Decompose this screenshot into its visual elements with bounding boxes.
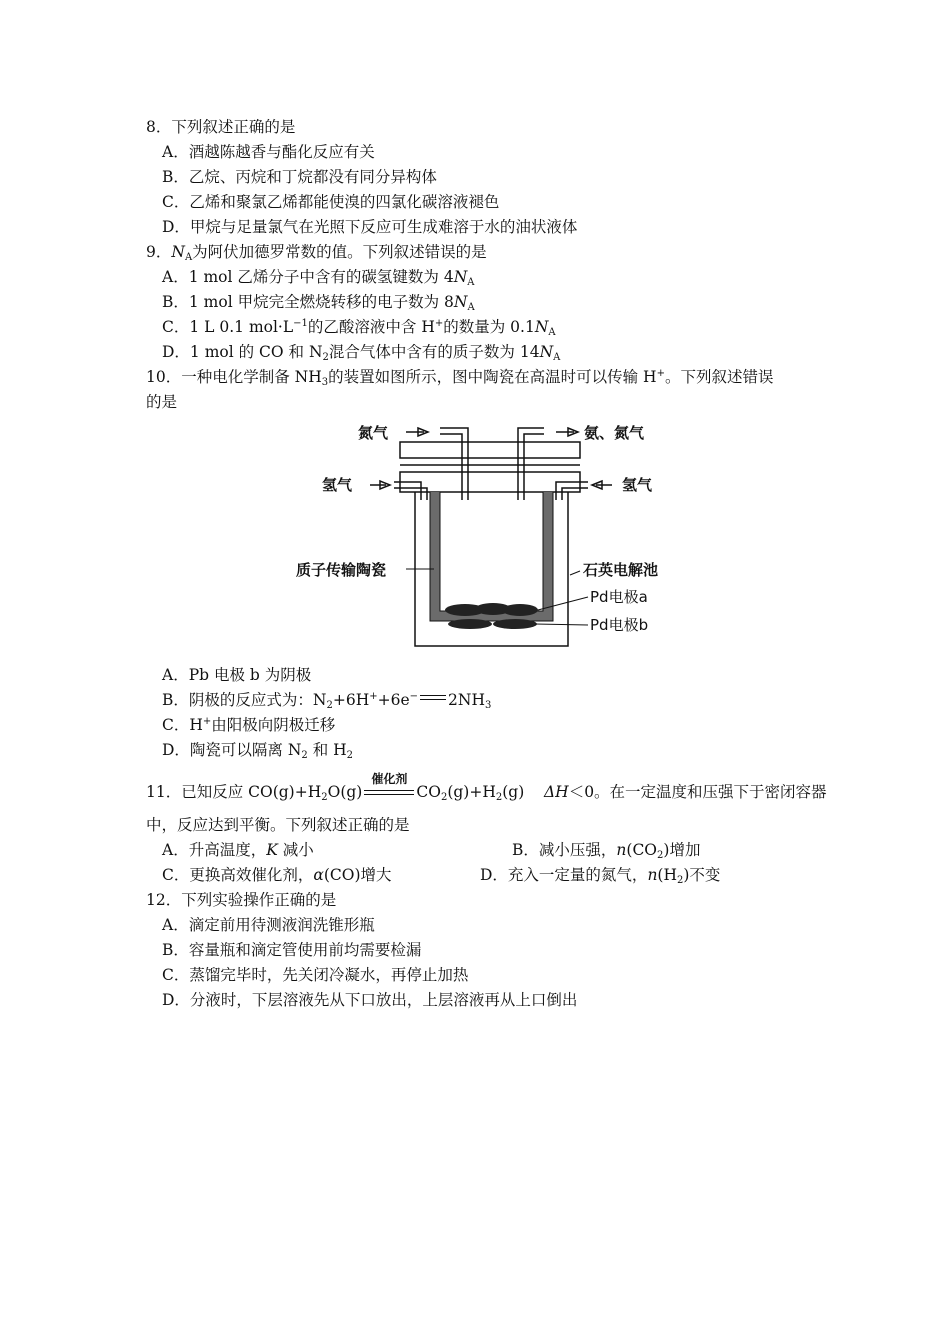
q8-option-a: A．酒越陈越香与酯化反应有关: [162, 143, 375, 161]
arrow-ammonia-out-icon: [556, 428, 578, 436]
arrow-nitrogen-out-icon: [406, 428, 428, 436]
arrow-hydrogen-in-right-icon: [592, 481, 612, 489]
q12-option-c: C．蒸馏完毕时，先关闭冷凝水，再停止加热: [162, 966, 469, 984]
q11-option-d: D．充入一定量的氮气，$n(H_2)$不变: [480, 866, 721, 886]
label-quartz-cell: 石英电解池: [583, 561, 659, 579]
q10-stem-line1: 10．一种电化学制备 $NH_3$的装置如图所示，图中陶瓷在高温时可以传输 H+。下列叙述错误: [146, 368, 774, 388]
q9-stem: 9．$N_A$为阿伏加德罗常数的值。下列叙述错误的是: [146, 243, 487, 263]
electrolysis-apparatus-diagram: [290, 420, 690, 660]
catalyst-arrow: 催化剂: [362, 782, 416, 802]
q11-option-b: B．减小压强，$n(CO_2)$增加: [512, 841, 701, 861]
label-electrode-a: Pd电极a: [590, 588, 648, 606]
q10-option-a: A．Pb 电极 b 为阴极: [162, 666, 312, 684]
q9-option-a: A．1 mol 乙烯分子中含有的碳氢键数为 $4N_A$: [162, 268, 475, 288]
upper-lid: [400, 442, 580, 458]
label-proton-ceramic: 质子传输陶瓷: [296, 561, 387, 579]
q10-option-b: B．阴极的反应式为：$N_2+6H^++6e^-$ $2NH_3$: [162, 691, 492, 711]
q9-option-b: B．1 mol 甲烷完全燃烧转移的电子数为 $8N_A$: [162, 293, 475, 313]
q10-option-d: D．陶瓷可以隔离 $N_2$ 和 $H_2$: [162, 741, 354, 761]
q11-option-c: C．更换高效催化剂，α(CO)增大: [162, 866, 392, 884]
q10-option-c: C．H+由阳极向阴极迁移: [162, 716, 336, 734]
q8-option-c: C．乙烯和聚氯乙烯都能使溴的四氯化碳溶液褪色: [162, 193, 500, 211]
label-electrode-b: Pd电极b: [590, 616, 649, 634]
q8-option-d: D．甲烷与足量氯气在光照下反应可生成难溶于水的油状液体: [162, 218, 578, 236]
label-nitrogen-out: 氮气: [358, 424, 389, 442]
label-hydrogen-left: 氢气: [322, 476, 353, 494]
q11-stem-line1: 11．已知反应 $CO(g)+H_2O(g)$ 催化剂 $CO_2(g)+H_2(g)$ ΔH＜0。在一定温度和压强下于密闭容器: [146, 772, 827, 803]
ceramic-tube: [435, 492, 548, 616]
label-ammonia-nitrogen: 氨、氮气: [584, 424, 645, 442]
q12-option-a: A．滴定前用待测液润洗锥形瓶: [162, 916, 375, 934]
q9-option-d: D．1 mol 的 CO 和 $N_2$混合气体中含有的质子数为 $14N_A$: [162, 343, 561, 363]
q12-option-d: D．分液时，下层溶液先从下口放出，上层溶液再从上口倒出: [162, 991, 578, 1009]
q8-option-b: B．乙烷、丙烷和丁烷都没有同分异构体: [162, 168, 437, 186]
q10-stem-line2: 的是: [146, 393, 178, 411]
q12-stem: 12．下列实验操作正确的是: [146, 891, 337, 909]
label-hydrogen-right: 氢气: [622, 476, 653, 494]
q9-option-c: C．1 L 0.1 $mol\cdot L^{-1}$的乙酸溶液中含 H+的数量为 $0.1N_A$: [162, 318, 556, 338]
q11-option-a: A．升高温度，K 减小: [162, 841, 314, 859]
q8-stem: 8．下列叙述正确的是: [146, 118, 296, 136]
q11-stem-line2: 中，反应达到平衡。下列叙述正确的是: [146, 816, 410, 834]
arrow-hydrogen-in-left-icon: [370, 481, 390, 489]
electrode-b: [448, 619, 492, 629]
equals-sign-icon: [420, 693, 446, 703]
q12-option-b: B．容量瓶和滴定管使用前均需要检漏: [162, 941, 422, 959]
